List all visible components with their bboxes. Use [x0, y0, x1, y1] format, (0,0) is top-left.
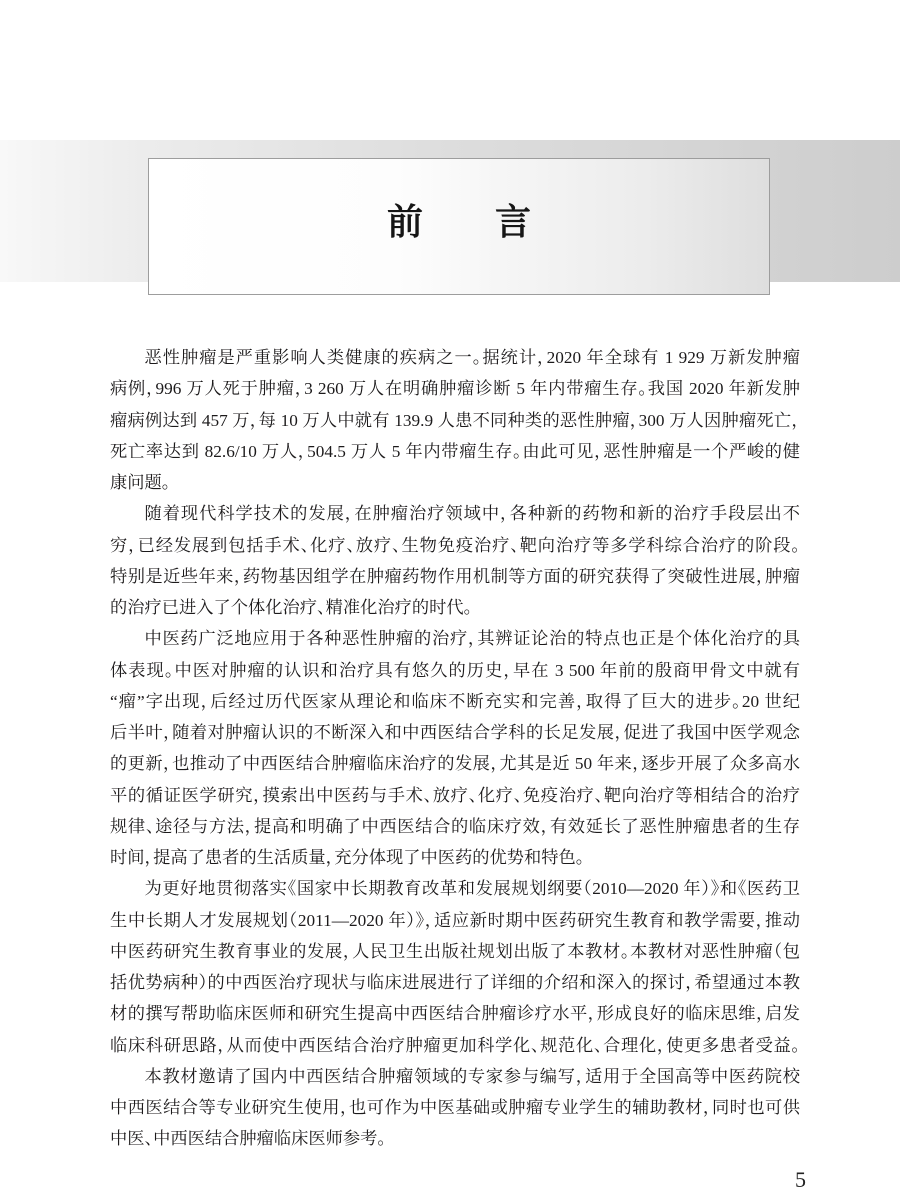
paragraph-line: 瘤病例达到 457 万，每 10 万人中就有 139.9 人患不同种类的恶性肿瘤，300 万人因肿瘤死亡， [110, 410, 800, 430]
paragraph-line: 规律、途径与方法，提高和明确了中西医结合的临床疗效，有效延长了恶性肿瘤患者的生存 [110, 816, 800, 836]
title-box [148, 158, 770, 295]
paragraph-line: 恶性肿瘤是严重影响人类健康的疾病之一。据统计，2020 年全球有 1 929 万新发肿瘤 [144, 348, 800, 367]
paragraph-line: 时间，提高了患者的生活质量，充分体现了中医药的优势和特色。 [110, 848, 585, 867]
paragraph-3 [110, 623, 800, 873]
page-title: 前 言 [386, 201, 531, 243]
paragraph-line: 的更新，也推动了中西医结合肿瘤临床治疗的发展，尤其是近 50 年来，逐步开展了众多高水 [110, 754, 800, 774]
paragraph-line: 中西医结合等专业研究生使用，也可作为中医基础或肿瘤专业学生的辅助教材，同时也可供 [110, 1098, 800, 1117]
paragraph-line: 括优势病种）的中西医治疗现状与临床进展进行了详细的介绍和深入的探讨，希望通过本教 [110, 973, 800, 992]
paragraph-line: 材的撰写帮助临床医师和研究生提高中西医结合肿瘤诊疗水平，形成良好的临床思维，启发 [110, 1004, 800, 1024]
paragraph-line: 临床科研思路，从而使中西医结合治疗肿瘤更加科学化、规范化、合理化，使更多患者受益。 [110, 1035, 800, 1055]
paragraph-line: 生中长期人才发展规划（2011—2020 年）》，适应新时期中医药研究生教育和教学需要，推动 [110, 910, 800, 930]
paragraph-line: 后半叶，随着对肿瘤认识的不断深入和中西医结合学科的长足发展，促进了我国中医学观念 [110, 723, 800, 742]
paragraph-line: 病例，996 万人死于肿瘤，3 260 万人在明确肿瘤诊断 5 年内带瘤生存。我国 2020 年新发肿 [110, 379, 800, 399]
paragraph-line: 体表现。中医对肿瘤的认识和治疗具有悠久的历史，早在 3 500 年前的殷商甲骨文中就有 [110, 660, 800, 680]
paragraph-line: 死亡率达到 82.6/10 万人，504.5 万人 5 年内带瘤生存。由此可见，恶性肿瘤是一个严峻的健 [110, 441, 800, 461]
paragraph-4 [110, 873, 800, 1061]
paragraph-line: 中医药研究生教育事业的发展，人民卫生出版社规划出版了本教材。本教材对恶性肿瘤（包 [110, 941, 800, 961]
paragraph-1 [110, 342, 800, 498]
paragraph-line: 本教材邀请了国内中西医结合肿瘤领域的专家参与编写，适用于全国高等中医药院校 [144, 1066, 800, 1086]
paragraph-5 [110, 1061, 800, 1155]
paragraph-line: 中医、中西医结合肿瘤临床医师参考。 [110, 1129, 387, 1149]
paragraph-line: 的治疗已进入了个体化治疗、精准化治疗的时代。 [110, 598, 473, 617]
preface-body [110, 342, 800, 1155]
paragraph-line: 平的循证医学研究，摸索出中医药与手术、放疗、化疗、免疫治疗、靶向治疗等相结合的治疗 [110, 785, 800, 805]
paragraph-line: 随着现代科学技术的发展，在肿瘤治疗领域中，各种新的药物和新的治疗手段层出不 [144, 504, 800, 524]
paragraph-line: 为更好地贯彻落实《国家中长期教育改革和发展规划纲要（2010—2020 年）》和《医药卫 [144, 879, 800, 899]
paragraph-line: 特别是近些年来，药物基因组学在肿瘤药物作用机制等方面的研究获得了突破性进展，肿瘤 [110, 566, 800, 586]
paragraph-line: 中医药广泛地应用于各种恶性肿瘤的治疗，其辨证论治的特点也正是个体化治疗的具 [144, 629, 800, 649]
paragraph-line: 康问题。 [110, 473, 171, 492]
paragraph-line: “瘤”字出现，后经过历代医家从理论和临床不断充实和完善，取得了巨大的进步。20 世纪 [110, 691, 800, 711]
paragraph-2 [110, 498, 800, 623]
paragraph-line: 穷，已经发展到包括手术、化疗、放疗、生物免疫治疗、靶向治疗等多学科综合治疗的阶段。 [110, 535, 800, 555]
page-number: 5 [795, 1167, 806, 1192]
